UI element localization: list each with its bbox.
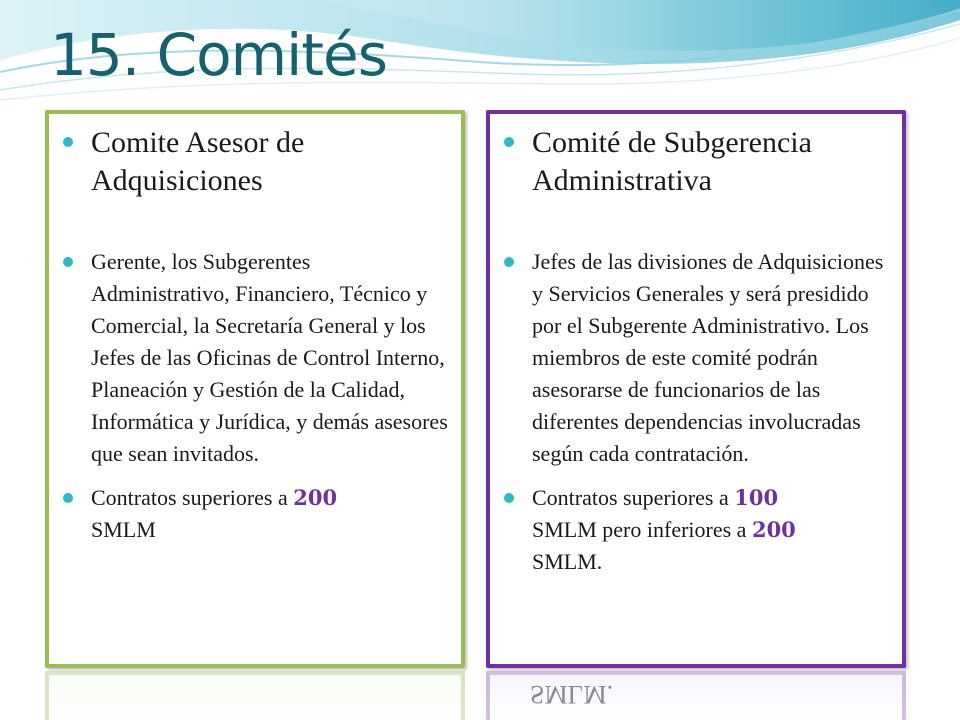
right-threshold-middle: SMLM pero inferiores a (532, 517, 747, 542)
bullet-dot-icon (63, 137, 73, 147)
bullet-dot-icon (63, 493, 73, 503)
slide-title: 15. Comités (50, 21, 387, 89)
left-panel-reflection (45, 671, 465, 720)
bullet-dot-icon (504, 493, 514, 503)
right-threshold-prefix: Contratos superiores a (532, 485, 729, 510)
left-panel-members: Gerente, los Subgerentes Administrativo, Financiero, Técnico y Comercial, la Secretaría General y los Jefes de las Oficinas de Control Interno, Planeación y Gestión de la Calidad, Informática y Jurídica, y demás asesores que sean invitados. (91, 249, 448, 466)
right-panel-reflection (486, 671, 906, 720)
left-panel-members-item (63, 246, 451, 470)
left-panel-heading-item (63, 124, 451, 200)
right-panel-members-item (504, 246, 892, 470)
left-committee-panel (45, 110, 465, 668)
right-panel-threshold-item (504, 482, 892, 578)
right-panel-members: Jefes de las divisiones de Adquisiciones y Servicios Generales y será presidido por el Subgerente Administrativo. Los miembros de este comité podrán asesorarse de funcionarios de las diferentes dependencias involucradas según cada contratación. (532, 249, 884, 466)
right-committee-panel (486, 110, 906, 668)
right-threshold-suffix: SMLM. (532, 549, 603, 574)
right-reflection-text: SMLM. (530, 680, 614, 709)
right-panel-heading-item (504, 124, 892, 200)
bullet-dot-icon (63, 257, 73, 267)
right-threshold-amount-low: 100 (734, 485, 779, 510)
right-panel-heading: Comité de Subgerencia Administrativa (532, 126, 812, 197)
bullet-dot-icon (504, 137, 514, 147)
left-threshold-prefix: Contratos superiores a (91, 485, 288, 510)
left-panel-heading: Comite Asesor de Adquisiciones (91, 126, 305, 197)
right-threshold-amount-high: 200 (751, 517, 796, 542)
left-threshold-amount: 200 (293, 485, 338, 510)
bullet-dot-icon (504, 257, 514, 267)
left-threshold-suffix: SMLM (91, 517, 156, 542)
left-panel-threshold-item (63, 482, 451, 546)
